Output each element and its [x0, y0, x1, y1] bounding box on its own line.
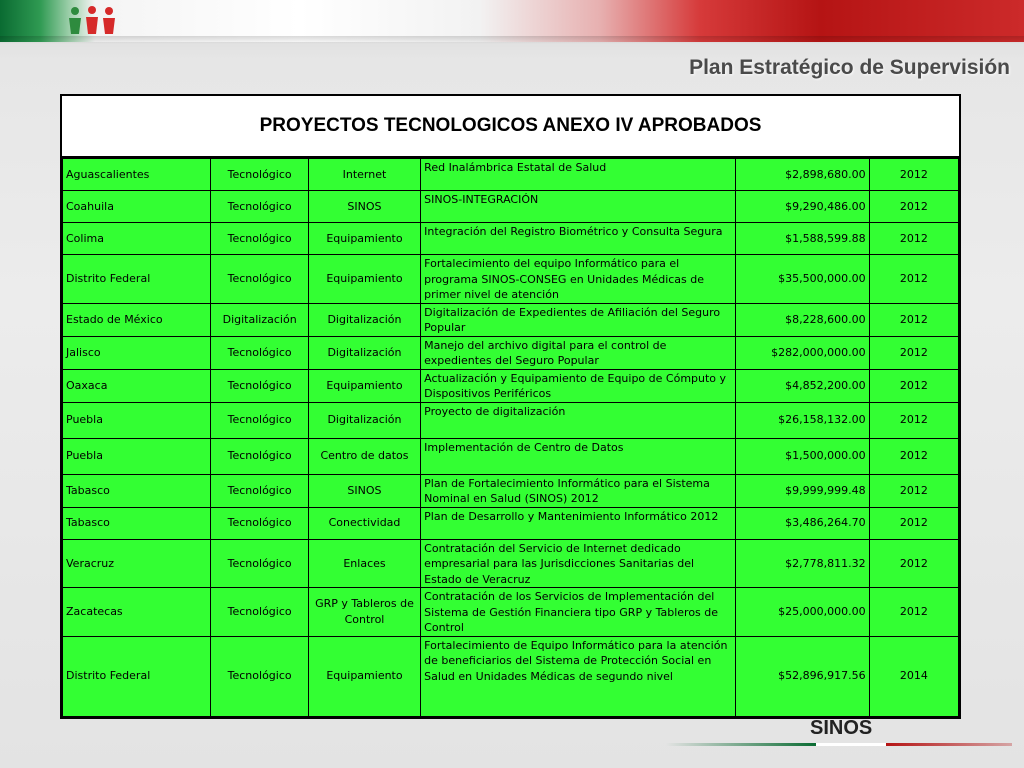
- cell-amount: $8,228,600.00: [736, 303, 869, 336]
- cell-subcategory: GRP y Tableros de Control: [308, 588, 420, 637]
- cell-state: Distrito Federal: [63, 255, 211, 304]
- cell-subcategory: Internet: [308, 159, 420, 191]
- table-row: [63, 539, 959, 588]
- cell-subcategory: Digitalización: [308, 303, 420, 336]
- table-row: [63, 369, 959, 402]
- cell-state: Puebla: [63, 402, 211, 438]
- cell-category: Tecnológico: [211, 636, 308, 716]
- cell-state: Zacatecas: [63, 588, 211, 637]
- cell-description: Contratación del Servicio de Internet dedicado empresarial para las Jurisdicciones Sanitarias del Estado de Veracruz: [421, 539, 736, 588]
- cell-category: Tecnológico: [211, 369, 308, 402]
- cell-subcategory: Enlaces: [308, 539, 420, 588]
- cell-year: 2012: [869, 191, 958, 223]
- table-row: [63, 507, 959, 539]
- cell-amount: $9,290,486.00: [736, 191, 869, 223]
- cell-state: Veracruz: [63, 539, 211, 588]
- cell-description: Proyecto de digitalización: [421, 402, 736, 438]
- cell-description: SINOS-INTEGRACIÓN: [421, 191, 736, 223]
- cell-state: Distrito Federal: [63, 636, 211, 716]
- cell-amount: $52,896,917.56: [736, 636, 869, 716]
- slide-title: Plan Estratégico de Supervisión: [689, 56, 1010, 79]
- table-title: PROYECTOS TECNOLOGICOS ANEXO IV APROBADOS: [62, 96, 959, 158]
- projects-table: [60, 94, 961, 719]
- cell-subcategory: Digitalización: [308, 402, 420, 438]
- cell-state: Colima: [63, 223, 211, 255]
- footer-rule-white: [816, 743, 886, 746]
- cell-year: 2012: [869, 255, 958, 304]
- table-row: [63, 438, 959, 474]
- table-row: [63, 255, 959, 304]
- cell-year: 2012: [869, 223, 958, 255]
- cell-state: Oaxaca: [63, 369, 211, 402]
- seguro-popular-logo-icon: [66, 4, 118, 38]
- cell-category: Tecnológico: [211, 223, 308, 255]
- footer-rule-green: [666, 743, 816, 746]
- cell-category: Tecnológico: [211, 336, 308, 369]
- cell-description: Fortalecimiento del equipo Informático para el programa SINOS-CONSEG en Unidades Médicas de primer nivel de atención: [421, 255, 736, 304]
- cell-state: Tabasco: [63, 507, 211, 539]
- cell-category: Digitalización: [211, 303, 308, 336]
- cell-amount: $2,778,811.32: [736, 539, 869, 588]
- table-row: [63, 191, 959, 223]
- cell-amount: $1,500,000.00: [736, 438, 869, 474]
- projects-grid: [62, 158, 959, 717]
- cell-description: Integración del Registro Biométrico y Consulta Segura: [421, 223, 736, 255]
- cell-subcategory: SINOS: [308, 474, 420, 507]
- cell-subcategory: SINOS: [308, 191, 420, 223]
- cell-year: 2012: [869, 402, 958, 438]
- table-row: [63, 159, 959, 191]
- cell-year: 2012: [869, 539, 958, 588]
- flag-banner: [0, 0, 1024, 42]
- cell-description: Digitalización de Expedientes de Afiliación del Seguro Popular: [421, 303, 736, 336]
- cell-year: 2012: [869, 336, 958, 369]
- cell-amount: $9,999,999.48: [736, 474, 869, 507]
- cell-category: Tecnológico: [211, 438, 308, 474]
- cell-subcategory: Conectividad: [308, 507, 420, 539]
- cell-amount: $2,898,680.00: [736, 159, 869, 191]
- cell-category: Tecnológico: [211, 539, 308, 588]
- cell-state: Estado de México: [63, 303, 211, 336]
- cell-description: Actualización y Equipamiento de Equipo de Cómputo y Dispositivos Periféricos: [421, 369, 736, 402]
- cell-subcategory: Equipamiento: [308, 255, 420, 304]
- cell-subcategory: Equipamiento: [308, 369, 420, 402]
- cell-subcategory: Equipamiento: [308, 636, 420, 716]
- cell-amount: $1,588,599.88: [736, 223, 869, 255]
- sinos-brand: SINOS: [810, 717, 873, 739]
- cell-description: Contratación de los Servicios de Implementación del Sistema de Gestión Financiera tipo GRP y Tableros de Control: [421, 588, 736, 637]
- cell-amount: $35,500,000.00: [736, 255, 869, 304]
- cell-amount: $3,486,264.70: [736, 507, 869, 539]
- cell-description: Fortalecimiento de Equipo Informático para la atención de beneficiarios del Sistema de Protección Social en Salud en Unidades Médicas de segundo nivel: [421, 636, 736, 716]
- table-row: [63, 588, 959, 637]
- cell-state: Jalisco: [63, 336, 211, 369]
- table-row: [63, 303, 959, 336]
- cell-state: Aguascalientes: [63, 159, 211, 191]
- footer-rule-red: [886, 743, 1012, 746]
- cell-description: Manejo del archivo digital para el control de expedientes del Seguro Popular: [421, 336, 736, 369]
- cell-state: Puebla: [63, 438, 211, 474]
- cell-category: Tecnológico: [211, 402, 308, 438]
- cell-year: 2012: [869, 369, 958, 402]
- cell-category: Tecnológico: [211, 588, 308, 637]
- cell-amount: $26,158,132.00: [736, 402, 869, 438]
- cell-subcategory: Digitalización: [308, 336, 420, 369]
- cell-year: 2012: [869, 159, 958, 191]
- cell-year: 2014: [869, 636, 958, 716]
- cell-year: 2012: [869, 588, 958, 637]
- cell-year: 2012: [869, 474, 958, 507]
- cell-amount: $25,000,000.00: [736, 588, 869, 637]
- cell-year: 2012: [869, 507, 958, 539]
- cell-category: Tecnológico: [211, 159, 308, 191]
- table-row: [63, 223, 959, 255]
- cell-description: Implementación de Centro de Datos: [421, 438, 736, 474]
- cell-subcategory: Equipamiento: [308, 223, 420, 255]
- cell-state: Coahuila: [63, 191, 211, 223]
- cell-description: Plan de Fortalecimiento Informático para el Sistema Nominal en Salud (SINOS) 2012: [421, 474, 736, 507]
- cell-year: 2012: [869, 438, 958, 474]
- cell-category: Tecnológico: [211, 191, 308, 223]
- cell-description: Red Inalámbrica Estatal de Salud: [421, 159, 736, 191]
- table-row: [63, 636, 959, 716]
- cell-year: 2012: [869, 303, 958, 336]
- table-row: [63, 402, 959, 438]
- cell-subcategory: Centro de datos: [308, 438, 420, 474]
- cell-category: Tecnológico: [211, 474, 308, 507]
- cell-category: Tecnológico: [211, 255, 308, 304]
- table-row: [63, 474, 959, 507]
- cell-state: Tabasco: [63, 474, 211, 507]
- cell-description: Plan de Desarrollo y Mantenimiento Informático 2012: [421, 507, 736, 539]
- cell-category: Tecnológico: [211, 507, 308, 539]
- cell-amount: $4,852,200.00: [736, 369, 869, 402]
- table-row: [63, 336, 959, 369]
- cell-amount: $282,000,000.00: [736, 336, 869, 369]
